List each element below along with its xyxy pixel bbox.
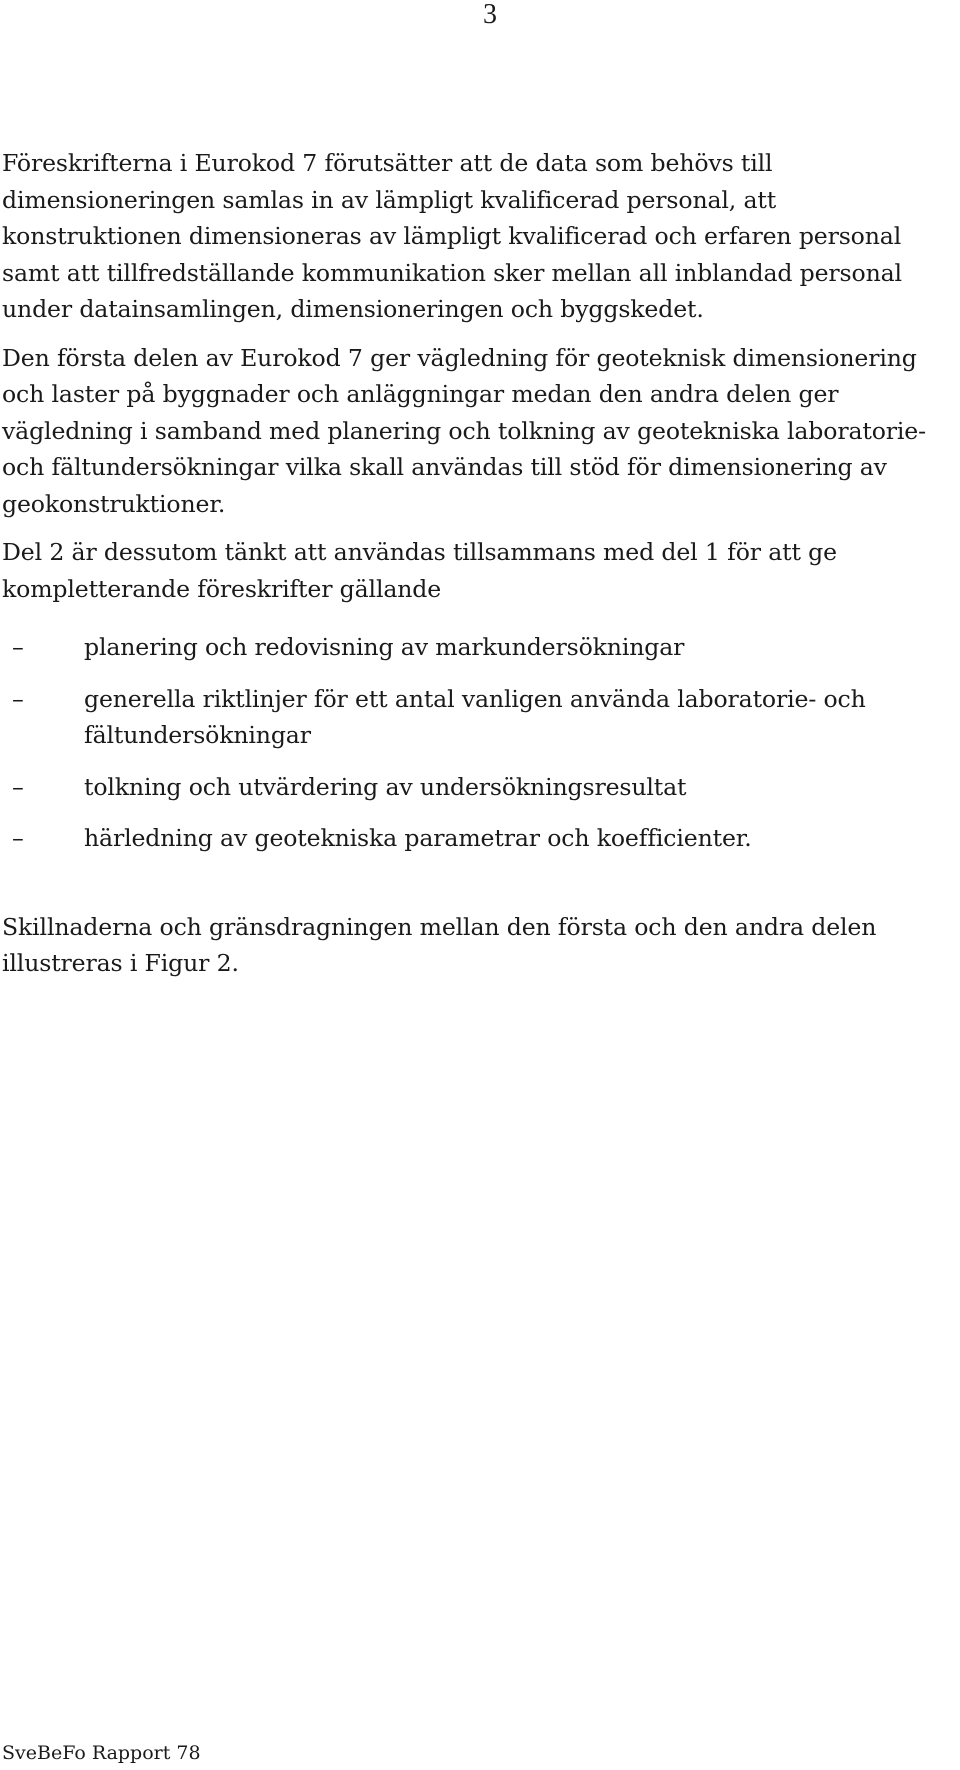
page-footer: SveBeFo Rapport 78 [2,1742,201,1764]
list-item-text: planering och redovisning av markundersökningar [84,633,685,661]
dash-bullet-icon: – [12,824,24,852]
list-item [2,681,952,754]
dash-bullet-icon: – [12,684,24,713]
list-item-text: tolkning och utvärdering av undersökningsresultat [84,772,687,801]
paragraph-1: Föreskrifterna i Eurokod 7 förutsätter att de data som behövs till dimensioneringen samlas in av lämpligt kvalificerad personal, att konstruktionen dimensioneras av lämpligt kvalificerad och erfaren personal samt att tillfredställande kommunikation sker mellan all inblandad personal under datainsamlingen, dimensioneringen och byggskedet. [2,149,902,323]
list-item [2,820,952,857]
dash-bullet-icon: – [12,772,24,801]
list-item [2,769,952,806]
list-item-text: generella riktlinjer för ett antal vanligen använda laboratorie- och fältundersökningar [84,684,866,749]
list-item-text: härledning av geotekniska parametrar och koefficienter. [84,824,752,852]
bullet-list [2,629,952,857]
document-body [2,145,952,994]
closing-paragraph: Skillnaderna och gränsdragningen mellan den första och den andra delen illustreras i Figur 2. [2,912,877,977]
dash-bullet-icon: – [12,633,24,661]
paragraph-3: Del 2 är dessutom tänkt att användas tillsammans med del 1 för att ge kompletterande föreskrifter gällande [2,538,837,603]
list-item [2,629,952,666]
paragraph-2: Den första delen av Eurokod 7 ger vägledning för geoteknisk dimensionering och laster på byggnader och anläggningar medan den andra delen ger vägledning i samband med planering och tolkning av geotekniska laboratorie- och fältundersökningar vilka skall användas till stöd för dimensionering av geokonstruktioner. [2,343,926,518]
page-number: 3 [483,0,497,30]
